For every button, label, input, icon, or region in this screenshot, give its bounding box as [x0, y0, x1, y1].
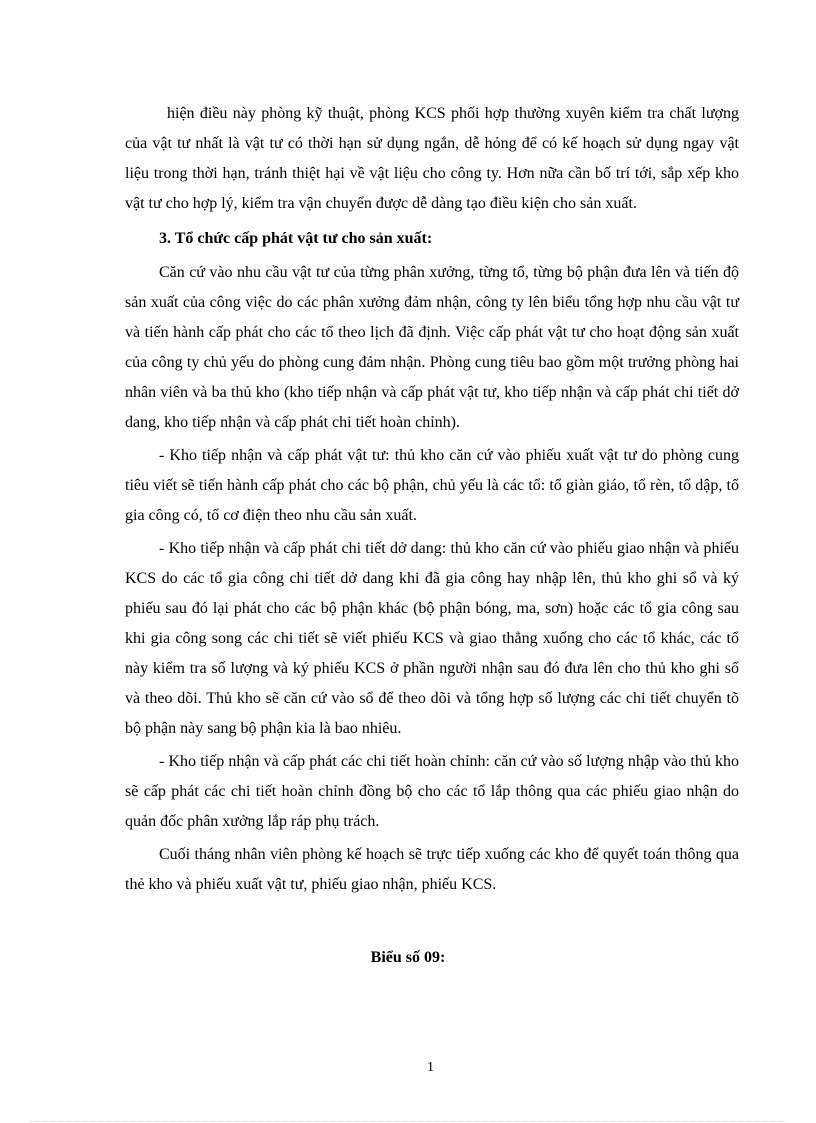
materials-store-paragraph: - Kho tiếp nhận và cấp phát vật tư: thủ kho căn cứ vào phiếu xuất vật tư do phòng cung tiêu viết sẽ tiến hành cấp phát cho các bộ phận, chủ yếu là các tổ: tổ giàn giáo, tổ rèn, tổ dập, tổ gia công có, tổ cơ điện theo nhu cầu sản xuất. — [125, 447, 739, 524]
month-end-paragraph: Cuối tháng nhân viên phòng kế hoạch sẽ trực tiếp xuống các kho để quyết toán thông qua thẻ kho và phiếu xuất vật tư, phiếu giao nhận, phiếu KCS. — [125, 846, 739, 893]
intro-paragraph: hiện điều này phòng kỹ thuật, phòng KCS phối hợp thường xuyên kiểm tra chất lượng của vật tư nhất là vật tư có thời hạn sử dụng ngắn, dễ hỏng để có kế hoạch sử dụng ngay vật liệu trong thời hạn, tránh thiệt hại về vật liệu cho công ty. Hơn nữa cần bố trí tới, sắp xếp kho vật tư cho hợp lý, kiểm tra vận chuyển được dễ dàng tạo điều kiện cho sản xuất. — [125, 105, 739, 212]
wip-store-paragraph: - Kho tiếp nhận và cấp phát chi tiết dở dang: thủ kho căn cứ vào phiếu giao nhận và phiếu KCS do các tổ gia công chi tiết dở dang khi đã gia công hay nhập lên, thủ kho ghi sổ và ký phiếu sau đó lại phát cho các bộ phận khác (bộ phận bóng, ma, sơn) hoặc các tổ gia công sau khi gia công song các chi tiết sẽ viết phiếu KCS và giao thẳng xuống cho các tổ khác, các tổ này kiểm tra số lượng và ký phiếu KCS ở phần người nhận sau đó đưa lên cho thủ kho ghi sổ và theo dõi. Thủ kho sẽ căn cứ vào sổ để theo dõi và tổng hợp số lượng các chi tiết chuyển tõ bộ phận này sang bộ phận kia là bao nhiêu. — [125, 540, 739, 737]
section-heading: 3. Tổ chức cấp phát vật tư cho sản xuất: — [159, 230, 433, 247]
finished-store-paragraph: - Kho tiếp nhận và cấp phát các chi tiết hoàn chỉnh: căn cứ vào số lượng nhập vào thủ kho sẽ cấp phát các chi tiết hoàn chỉnh đồng bộ cho các tổ lắp thông qua các phiếu giao nhận do quản đốc phân xưởng lắp ráp phụ trách. — [125, 753, 739, 830]
basis-paragraph: Căn cứ vào nhu cầu vật tư của từng phân xưởng, từng tổ, từng bộ phận đưa lên và tiến độ sản xuất của công việc do các phân xưởng đảm nhận, công ty lên biểu tổng hợp nhu cầu vật tư và tiến hành cấp phát cho các tổ theo lịch đã định. Việc cấp phát vật tư cho hoạt động sản xuất của công ty chủ yếu do phòng cung đảm nhận. Phòng cung tiêu bao gồm một trưởng phòng hai nhân viên và ba thủ kho (kho tiếp nhận và cấp phát vật tư, kho tiếp nhận và cấp phát chi tiết dở dang, kho tiếp nhận và cấp phát chi tiết hoàn chỉnh). — [125, 264, 739, 431]
page-edge-divider — [30, 1121, 786, 1122]
document-body — [125, 99, 739, 900]
page-number: 1 — [427, 1060, 434, 1075]
table-title: Biểu số 09: — [370, 949, 446, 966]
